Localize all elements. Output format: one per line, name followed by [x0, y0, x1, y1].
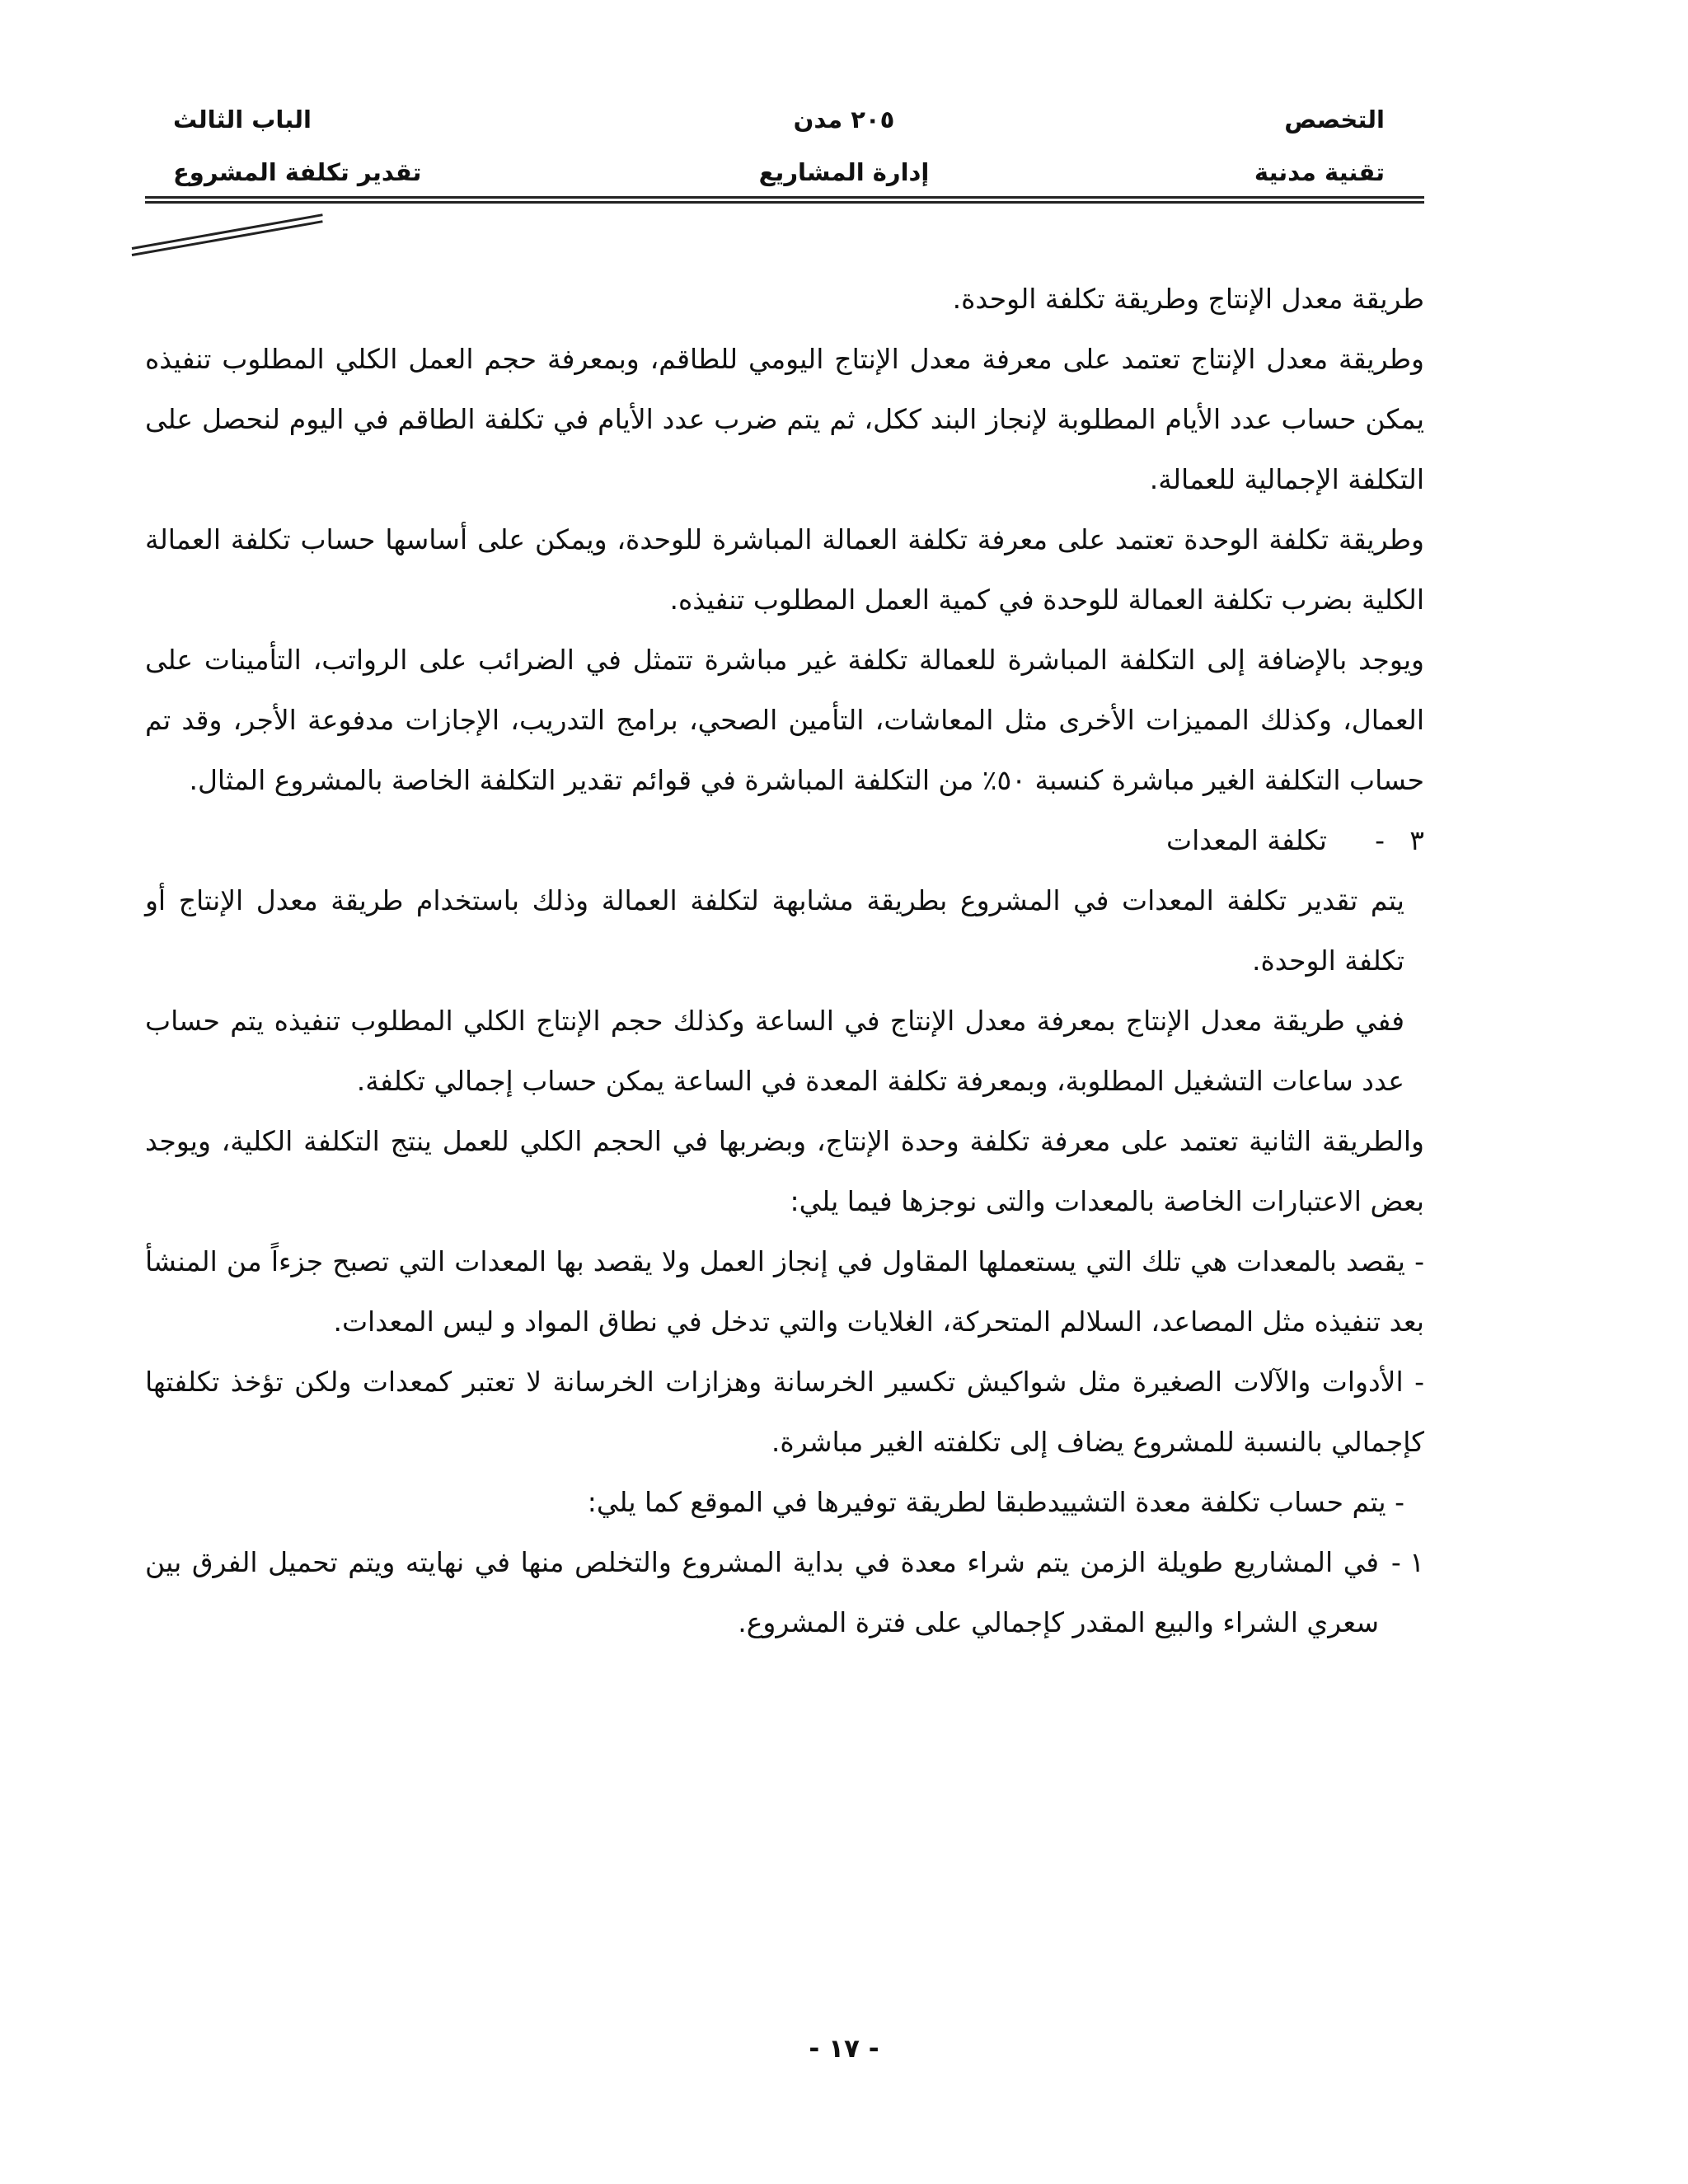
bullet-equipment-definition: - يقصد بالمعدات هي تلك التي يستعملها المقاول في إنجاز العمل ولا يقصد بها المعدات التي تصبح جزءاً من المنشأ بعد تنفيذه مثل المصاعد، السلالم المتحركة، الغلايات والتي تدخل في نطاق المواد و ليس المعدات. — [145, 1245, 1424, 1338]
paragraph-equipment-rate: ففي طريقة معدل الإنتاج بمعرفة معدل الإنتاج في الساعة وكذلك حجم الإنتاج الكلي المطلوب تنفيذه يتم حساب عدد ساعات التشغيل المطلوبة، وبمعرفة تكلفة المعدة في الساعة يمكن حساب إجمالي تكلفة. — [145, 1005, 1404, 1097]
header-course-name: إدارة المشاريع — [758, 158, 930, 186]
header-slash-1 — [132, 213, 323, 250]
page-number: - ١٧ - — [809, 2034, 879, 2064]
section-title: تكلفة المعدات — [1166, 824, 1327, 856]
paragraph-equipment-second: والطريقة الثانية تعتمد على معرفة تكلفة وحدة الإنتاج، وبضربها في الحجم الكلي للعمل ينتج التكلفة الكلية، ويوجد بعض الاعتبارات الخاصة بالمعدات والتى نوجزها فيما يلي: — [145, 1125, 1424, 1217]
section-number: ٣ — [1409, 824, 1424, 856]
header-specialty-label: التخصص — [1284, 105, 1385, 134]
numbered-item — [145, 1532, 1424, 1652]
page-body — [145, 269, 1424, 1652]
header-chapter-label: الباب الثالث — [173, 105, 312, 134]
paragraph-production-rate: وطريقة معدل الإنتاج تعتمد على معرفة معدل الإنتاج اليومي للطاقم، وبمعرفة حجم العمل الكلي المطلوب تنفيذه يمكن حساب عدد الأيام المطلوبة لإنجاز البند ككل، ثم يتم ضرب عدد الأيام في تكلفة الطاقم في اليوم لنحصل على التكلفة الإجمالية للعمالة. — [145, 343, 1424, 495]
paragraph-methods: طريقة معدل الإنتاج وطريقة تكلفة الوحدة. — [952, 283, 1424, 315]
numbered-item-marker: ١ - — [1390, 1546, 1424, 1578]
header-rule-double — [145, 201, 1424, 204]
bullet-equipment-cost: - يتم حساب تكلفة معدة التشييدطبقا لطريقة توفيرها في الموقع كما يلي: — [587, 1486, 1404, 1518]
section-heading — [145, 810, 1424, 870]
header-course-code: ٢٠٥ مدن — [793, 105, 895, 134]
header-rule — [145, 196, 1424, 199]
bullet-small-tools: - الأدوات والآلات الصغيرة مثل شواكيش تكسير الخرسانة وهزازات الخرسانة لا تعتبر كمعدات ولكن تؤخذ تكلفتها كإجمالي بالنسبة للمشروع يضاف إلى تكلفته الغير مباشرة. — [145, 1366, 1424, 1458]
numbered-item-text: في المشاريع طويلة الزمن يتم شراء معدة في بداية المشروع والتخلص منها في نهايته ويتم تحميل الفرق بين سعري الشراء والبيع المقدر كإجمالي على فترة المشروع. — [145, 1546, 1379, 1638]
header-slash-2 — [132, 220, 323, 256]
header-chapter-title: تقدير تكلفة المشروع — [173, 158, 422, 186]
section-dash: - — [1375, 824, 1385, 856]
paragraph-equipment-intro: يتم تقدير تكلفة المعدات في المشروع بطريقة مشابهة لتكلفة العمالة وذلك باستخدام طريقة معدل الإنتاج أو تكلفة الوحدة. — [145, 884, 1404, 977]
paragraph-unit-cost: وطريقة تكلفة الوحدة تعتمد على معرفة تكلفة العمالة المباشرة للوحدة، ويمكن على أساسها حساب تكلفة العمالة الكلية بضرب تكلفة العمالة للوحدة في كمية العمل المطلوب تنفيذه. — [145, 523, 1424, 616]
header-specialty-value: تقنية مدنية — [1254, 158, 1385, 186]
paragraph-indirect-cost: ويوجد بالإضافة إلى التكلفة المباشرة للعمالة تكلفة غير مباشرة تتمثل في الضرائب على الرواتب، التأمينات على العمال، وكذلك المميزات الأخرى مثل المعاشات، التأمين الصحي، برامج التدريب، الإجازات مدفوعة الأجر، وقد تم حساب التكلفة الغير مباشرة كنسبة ٥٠٪ من التكلفة المباشرة في قوائم تقدير التكلفة الخاصة بالمشروع المثال. — [145, 644, 1424, 796]
